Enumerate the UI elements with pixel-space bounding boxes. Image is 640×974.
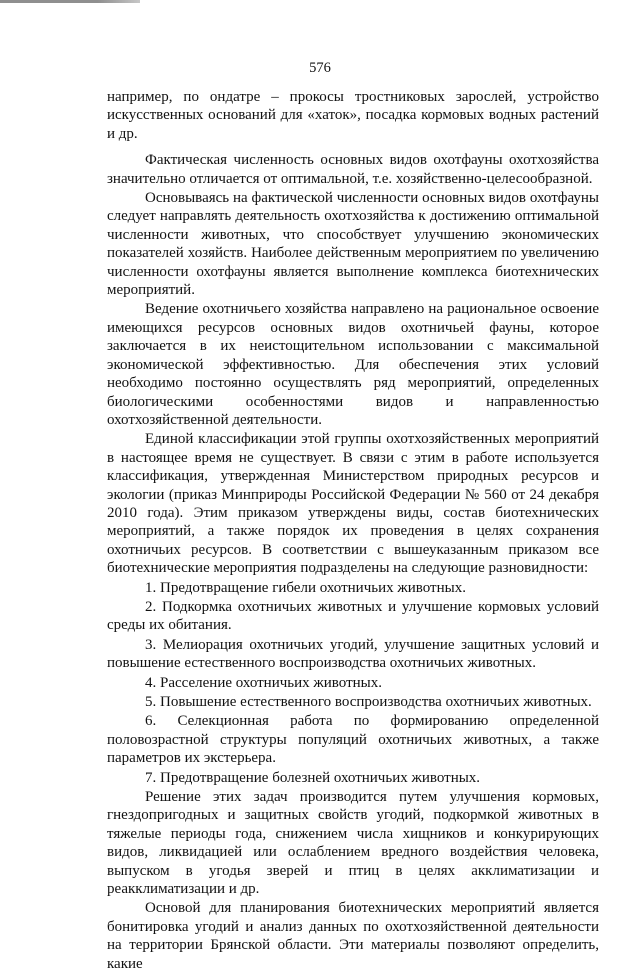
list-item-6: 6. Селекционная работа по формированию определенной половозрастной структуры популяций охотничьих животных, а также параметров их экстерьера. <box>107 713 599 767</box>
paragraph-7: Основой для планирования биотехнических мероприятий является бонитировка угодий и анализ данных по охотхозяйственной деятельности на территории Брянской области. Эти материалы позволяют определить, какие <box>107 900 599 972</box>
paragraph-3: Основываясь на фактической численности основных видов охотфауны следует направлять деятельность охотхозяйства к достижению оптимальной численности животных, что способствует улучшению экономических показателей хозяйств. Наиболее действенным мероприятием по увеличению численности охотфауны является выполнение комплекса биотехнических мероприятий. <box>107 190 599 299</box>
scan-edge-mark <box>0 0 140 3</box>
list-item-3: 3. Мелиорация охотничьих угодий, улучшение защитных условий и повышение естественного воспроизводства охотничьих животных. <box>107 636 599 672</box>
list-item-1: 1. Предотвращение гибели охотничьих животных. <box>145 579 466 596</box>
paragraph-4: Ведение охотничьего хозяйства направлено на рациональное освоение имеющихся ресурсов основных видов охотничьей фауны, которое заключается в их неистощительном использовании с максимальной экономической эффективностью. Для обеспечения этих условий необходимо постоянно осуществлять ряд мероприятий, определенных биологическими особенностями видов и направленностью охотхозяйственной деятельности. <box>107 301 599 428</box>
page-number: 576 <box>309 60 331 76</box>
list-item-4: 4. Расселение охотничьих животных. <box>145 674 382 691</box>
paragraph-1: например, по ондатре – прокосы тростниковых зарослей, устройство искусственных оснований для «хаток», посадка кормовых водных растений и др. <box>107 89 599 142</box>
paragraph-6: Решение этих задач производится путем улучшения кормовых, гнездопригодных и защитных свойств угодий, подкормкой животных в тяжелые периоды года, снижением числа хищников и конкурирующих видов, ликвидацией или ослаблением вредного воздействия человека, выпуском в угодья зверей и птиц в целях акклиматизации и реакклиматизации и др. <box>107 789 599 898</box>
document-body <box>107 88 599 974</box>
list-item-5: 5. Повышение естественного воспроизводства охотничьих животных. <box>145 694 592 710</box>
paragraph-5: Единой классификации этой группы охотхозяйственных мероприятий в настоящее время не существует. В связи с этим в работе используется классификация, утвержденная Министерством природных ресурсов и экологии (приказ Минприроды Российской Федерации № 560 от 24 декабря 2010 года). Этим приказом утверждены виды, состав биотехнических мероприятий, а также порядок их проведения в целях сохранения охотничьих ресурсов. В соответствии с вышеуказанным приказом все биотехнические мероприятия подразделены на следующие разновидности: <box>107 431 599 577</box>
list-item-7: 7. Предотвращение болезней охотничьих животных. <box>145 769 481 786</box>
paragraph-2: Фактическая численность основных видов охотфауны охотхозяйства значительно отличается от оптимальной, т.е. хозяйственно-целесообразной. <box>107 152 599 187</box>
list-item-2: 2. Подкормка охотничьих животных и улучшение кормовых условий среды их обитания. <box>107 598 599 634</box>
